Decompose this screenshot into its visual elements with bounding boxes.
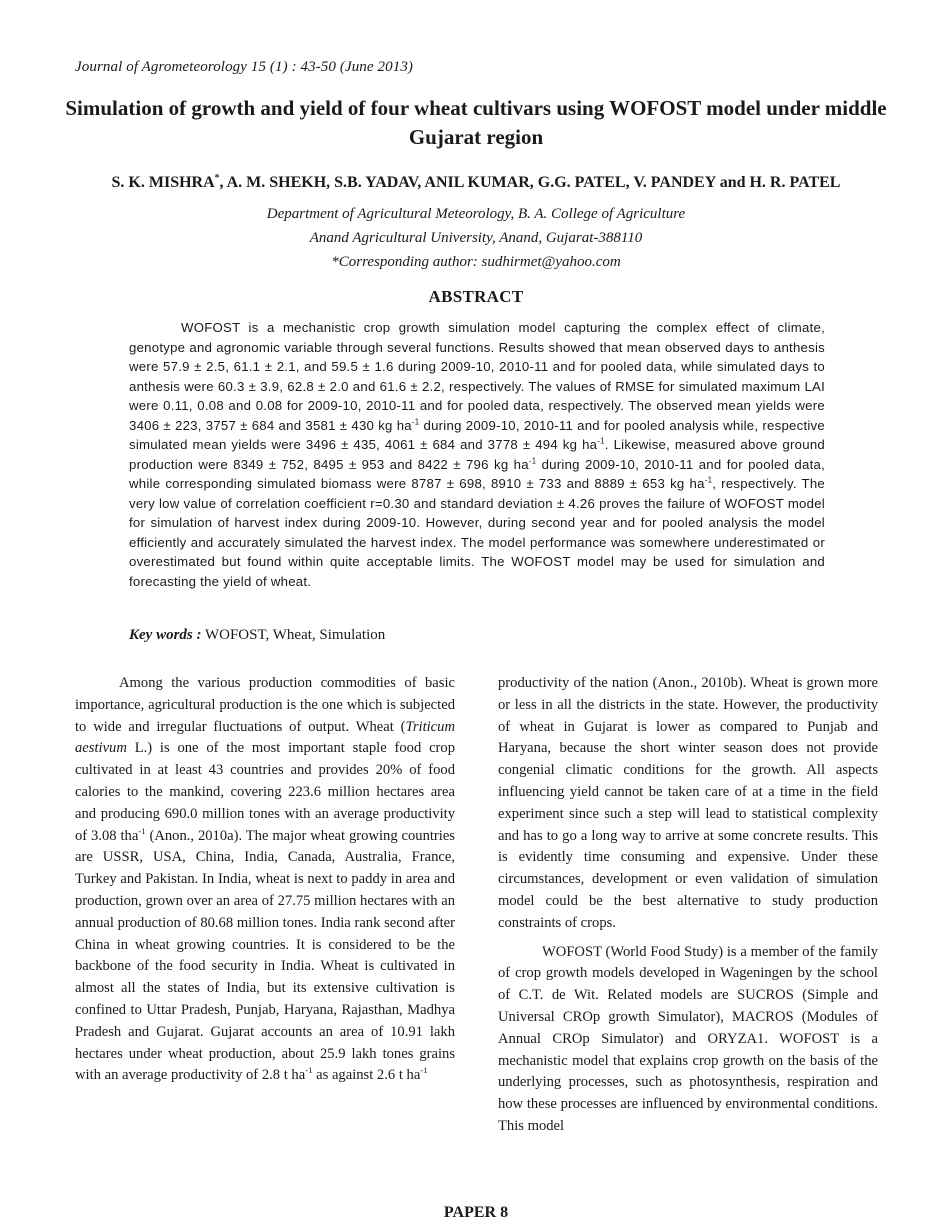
abstract-heading: ABSTRACT	[428, 287, 524, 306]
keywords-text: WOFOST, Wheat, Simulation	[201, 627, 386, 643]
unit-exponent: -1	[597, 436, 605, 446]
keywords-label: Key words :	[129, 627, 202, 643]
paper-title: Simulation of growth and yield of four wheat cultivars using WOFOST model under middle Gujarat region	[65, 96, 887, 149]
paper-number: PAPER 8	[443, 1204, 509, 1221]
corresponding-author-email: *Corresponding author: sudhirmet@yahoo.com	[331, 254, 621, 270]
unit-exponent: -1	[528, 456, 537, 466]
unit-exponent: -1	[420, 1065, 428, 1076]
abstract-part-3: . Likewise, measured above ground production were 8349 ± 752, 8495 ± 953 and 8422 ± 796 kg ha	[129, 437, 825, 472]
abstract-part-1: WOFOST is a mechanistic crop growth simulation model capturing the complex effect of climate, genotype and agronomic variable through several functions. Results showed that mean observed days to anthesis were 57.9 ± 2.5, 61.1 ± 2.1, and 59.5 ± 1.6 during 2009-10, 2010-11 and for pooled data, while simulated days to anthesis were 60.3 ± 3.9, 62.8 ± 2.0 and 61.6 ± 2.2, respectively. The values of RMSE for simulated maximum LAI were 0.11, 0.08 and 0.08 for 2009-10, 2010-11 and for pooled data, respectively. The observed mean yields were 3406 ± 223, 3757 ± 684 and 3581 ± 430 kg ha	[129, 320, 825, 433]
body-paragraph: WOFOST (World Food Study) is a member of the family of crop growth models developed in Wageningen by the school of C.T. de Wit. Related models are SUCROS (Simple and Universal CROp growth Simulator), MACROS (Modules of Annual CROp Simulator) and ORYZA1. WOFOST is a mechanistic model that explains crop growth on the basis of the underlying processes, such as photosynthesis, respiration and how these processes are influenced by environmental conditions. This model	[498, 943, 878, 1134]
species-name: Triticum aestivum	[75, 718, 455, 757]
unit-exponent: -1	[305, 1065, 313, 1076]
abstract-part-2: during 2009-10, 2010-11 and for pooled analysis while, respective simulated mean yields were 3496 ± 435, 4061 ± 684 and 3778 ± 494 kg ha	[129, 417, 825, 452]
body-column-right	[498, 673, 878, 1138]
affiliation-university: Anand Agricultural University, Anand, Gujarat-388110	[309, 230, 643, 246]
abstract-text	[129, 318, 825, 591]
journal-citation: Journal of Agrometeorology 15 (1) : 43-50 (June 2013)	[75, 59, 414, 75]
first-author: S. K. MISHRA	[111, 174, 215, 191]
abstract-part-4: during 2009-10, 2010-11 and for pooled data, while corresponding simulated biomass were 8787 ± 698, 8910 ± 733 and 8889 ± 653 kg ha	[129, 456, 825, 491]
other-authors: , A. M. SHEKH, S.B. YADAV, ANIL KUMAR, G.G. PATEL, V. PANDEY and H. R. PATEL	[219, 174, 841, 191]
intro-paragraph: Among the various production commodities of basic importance, agricultural production is the one which is subjected to wide and irregular fluctuations of output. Wheat (Triticum aestivum L.) is one of the most important staple food crop cultivated in at least 43 countries and provides 20% of food calories to the mankind, covering 223.6 million hectares area and producing 690.0 million tones with an average productivity of 3.08 tha$^{-1}$ (Anon., 2010a). The major wheat growing countries are USSR, USA, China, India, Canada, Australia, France, Turkey and Pakistan. In India, wheat is next to paddy in area and production, grown over an area of 27.75 million hectares with an annual production of 80.68 million tones. India rank second after China in wheat growing countries. It is considered to be the backbone of the food security in India. Wheat is cultivated in almost all the states of India, but its extensive cultivation is confined to Uttar Pradesh, Punjab, Haryana, Rajasthan, Madhya Pradesh and Gujarat. Gujarat accounts an area of 10.91 lakh hectares under wheat production, about 25.9 lakh tones grains with an average productivity of 2.8 t $ha^{-1}$ as against 2.6 t $ha^{-1}$	[75, 675, 455, 1084]
unit-exponent: -1	[138, 825, 146, 836]
body-column-left	[75, 673, 455, 1087]
unit-exponent: -1	[411, 417, 420, 427]
abstract-part-5: , respectively. The very low value of correlation coefficient r=0.30 and standard deviation ± 4.26 proves the failure of WOFOST model for simulation of harvest index during 2009-10. However, during second year and for pooled analysis the model efficiently and accurately simulated the harvest index. The model performance was somewhere underestimated or overestimated but found within quite acceptable limits. The WOFOST model may be used for simulation and forecasting the yield of wheat.	[129, 476, 826, 589]
corresponding-author-mark: *	[214, 172, 220, 184]
unit-exponent: -1	[704, 475, 713, 485]
affiliation-department: Department of Agricultural Meteorology, B. A. College of Agriculture	[266, 206, 686, 222]
author-list	[20, 174, 932, 192]
keywords-line	[129, 627, 385, 644]
body-paragraph: productivity of the nation (Anon., 2010b). Wheat is grown more or less in all the districts in the state. However, the productivity of wheat in Gujarat is lower as compared to Punjab and Haryana, because the short winter season does not provide congenial climatic conditions for the growth. All aspects influencing yield cannot be taken care of at a time in the field experiment since such a step will lead to statistical complexity and has to go a long way to arrive at some concrete results. This is evidently time consuming and expensive. Under these circumstances, development or even validation of simulation model could be the best alternative to study production constraints of crops.	[498, 675, 878, 931]
